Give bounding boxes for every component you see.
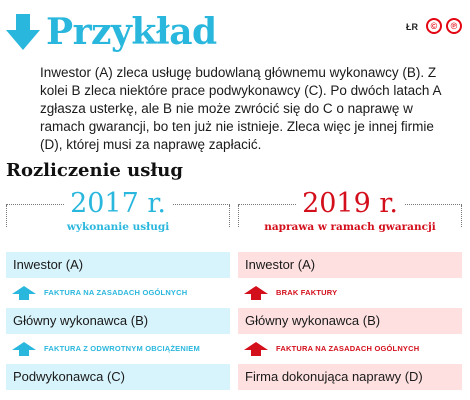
flow-label: FAKTURA Z ODWROTNYM OBCIĄŻENIEM (44, 344, 200, 353)
flow-label: FAKTURA NA ZASADACH OGÓLNYCH (44, 288, 188, 297)
copyright-icon: © (426, 18, 442, 34)
publisher-logo-icon: ℗ (446, 18, 462, 34)
page-title: Przykład (46, 11, 217, 53)
column-subtitle: naprawa w ramach gwarancji (264, 221, 436, 233)
entity-box-subcontractor: Podwykonawca (C) (6, 364, 230, 390)
section-title: Rozliczenie usług (6, 160, 183, 181)
year-heading: 2017 r. (6, 188, 230, 220)
year-heading: 2019 r. (238, 188, 462, 220)
flow-label: BRAK FAKTURY (276, 288, 338, 297)
flow-row (6, 284, 230, 302)
arrow-up-icon (12, 286, 36, 300)
author-credit: ŁR (406, 22, 418, 32)
intro-paragraph: Inwestor (A) zleca usługę budowlaną głównemu wykonawcy (B). Z kolei B zleca niektóre prace podwykonawcy (C). Po dwóch latach A zgłasza usterkę, ale B nie może zwrócić się do C o naprawę w ramach gwarancji, bo ten już nie istnieje. Zleca więc je innej firmie (D), której musi za naprawę zapłacić. (40, 65, 441, 152)
entity-box-investor: Inwestor (A) (6, 252, 230, 278)
arrow-up-icon (12, 342, 36, 356)
entity-box-main-contractor: Główny wykonawca (B) (238, 308, 462, 334)
flow-row (238, 340, 462, 358)
column-2017 (6, 186, 230, 396)
arrow-down-icon (6, 14, 40, 50)
entity-box-repair-company: Firma dokonująca naprawy (D) (238, 364, 462, 390)
column-subtitle: wykonanie usługi (66, 221, 170, 233)
entity-box-main-contractor: Główny wykonawca (B) (6, 308, 230, 334)
flow-row (6, 340, 230, 358)
arrow-up-icon (244, 286, 268, 300)
entity-box-investor: Inwestor (A) (238, 252, 462, 278)
column-2019 (238, 186, 462, 396)
arrow-up-icon (244, 342, 268, 356)
flow-row (238, 284, 462, 302)
flow-label: FAKTURA NA ZASADACH OGÓLNYCH (276, 344, 420, 353)
header (6, 10, 464, 54)
